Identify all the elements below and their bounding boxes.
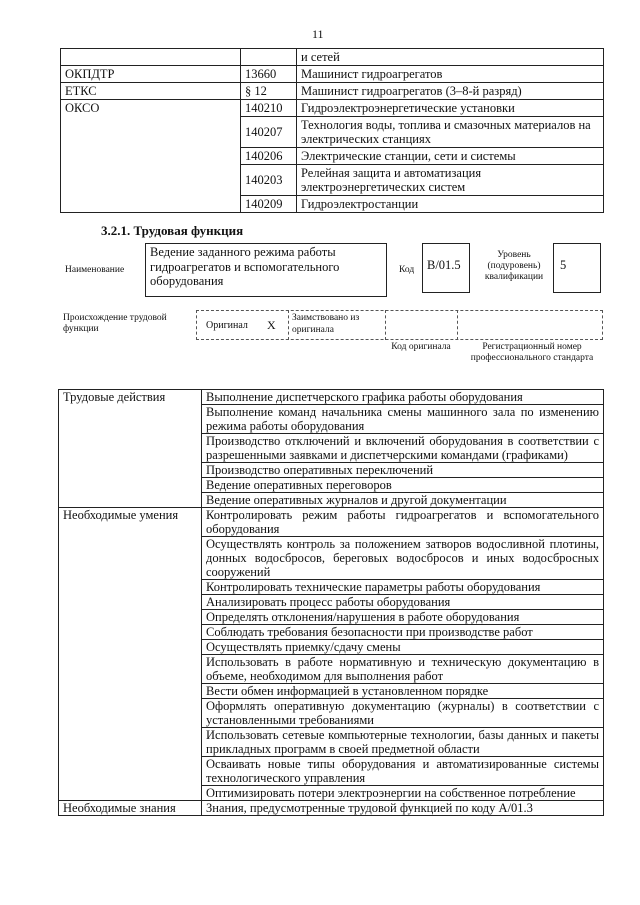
table-cell: Гидроэлектростанции [297, 196, 604, 213]
reg-caption: Регистрационный номер профессионального стандарта [470, 342, 594, 363]
origin-box [196, 310, 603, 340]
table-cell: ОКПДТР [61, 66, 241, 83]
table-cell: ОКСО [61, 100, 241, 213]
level-label: Уровень (подуровень) квалификации [484, 250, 544, 282]
group-label: Необходимые знания [59, 801, 202, 816]
table-cell: 140207 [241, 117, 297, 148]
origin-divider [288, 310, 289, 340]
table-cell: 13660 [241, 66, 297, 83]
original-label: Оригинал [206, 320, 248, 331]
table-row [61, 83, 604, 100]
origin-divider [457, 310, 458, 340]
table-row [61, 100, 604, 117]
function-table [58, 389, 604, 816]
group-label: Трудовые действия [59, 390, 202, 508]
original-mark: X [267, 318, 276, 332]
table-cell: ЕТКС [61, 83, 241, 100]
table-cell: Оформлять оперативную документацию (журналы) в соответствии с установленными требованиями [202, 699, 604, 728]
code-value: В/01.5 [422, 243, 470, 293]
table-cell: Релейная защита и автоматизация электроэнергетических систем [297, 165, 604, 196]
table-row [59, 801, 604, 816]
table-row [59, 390, 604, 405]
name-label: Наименование [65, 265, 125, 275]
table-cell: Анализировать процесс работы оборудования [202, 595, 604, 610]
table-cell: Технология воды, топлива и смазочных материалов на электрических станциях [297, 117, 604, 148]
table-row [61, 66, 604, 83]
table-cell: Контролировать режим работы гидроагрегатов и вспомогательного оборудования [202, 508, 604, 537]
table-cell: Осваивать новые типы оборудования и автоматизированные системы технологического управления [202, 757, 604, 786]
page-number: 11 [312, 27, 324, 41]
table-cell: 140209 [241, 196, 297, 213]
table-cell: § 12 [241, 83, 297, 100]
table-cell: 140206 [241, 148, 297, 165]
table-cell: Осуществлять приемку/сдачу смены [202, 640, 604, 655]
table-cell: Использовать сетевые компьютерные технологии, базы данных и пакеты прикладных программ в своей предметной области [202, 728, 604, 757]
table-row [59, 508, 604, 537]
table-cell: 140210 [241, 100, 297, 117]
table-cell: Выполнение диспетчерского графика работы оборудования [202, 390, 604, 405]
origin-label: Происхождение трудовой функции [63, 313, 167, 334]
table-row [61, 49, 604, 66]
table-cell: Использовать в работе нормативную и техническую документацию в объеме, необходимом для выполнения работ [202, 655, 604, 684]
table-cell: Гидроэлектроэнергетические установки [297, 100, 604, 117]
table-cell: Ведение оперативных переговоров [202, 478, 604, 493]
table-cell: Знания, предусмотренные трудовой функцией по коду А/01.3 [202, 801, 604, 816]
table-cell: Определять отклонения/нарушения в работе оборудования [202, 610, 604, 625]
table-cell: Производство оперативных переключений [202, 463, 604, 478]
name-value: Ведение заданного режима работы гидроагрегатов и вспомогательного оборудования [145, 243, 387, 297]
table-cell: Оптимизировать потери электроэнергии на собственное потребление [202, 786, 604, 801]
table-cell: Осуществлять контроль за положением затворов водосливной плотины, донных водосбросов, береговых водосбросов и иных водосбросных сооружений [202, 537, 604, 580]
table-cell: и сетей [297, 49, 604, 66]
code-label: Код [399, 265, 415, 275]
table-cell: Контролировать технические параметры работы оборудования [202, 580, 604, 595]
table-cell: Выполнение команд начальника смены машинного зала по изменению режима работы оборудования [202, 405, 604, 434]
table-cell: Соблюдать требования безопасности при производстве работ [202, 625, 604, 640]
table-cell: Производство отключений и включений оборудования в соответствии с разрешенными заявками и диспетчерскими командами (графиками) [202, 434, 604, 463]
code-caption: Код оригинала [391, 342, 451, 352]
codes-table [60, 48, 604, 213]
level-value: 5 [553, 243, 601, 293]
borrowed-label: Заимствовано из оригинала [292, 313, 360, 335]
section-title: 3.2.1. Трудовая функция [101, 223, 244, 238]
table-cell: Электрические станции, сети и системы [297, 148, 604, 165]
table-cell: 140203 [241, 165, 297, 196]
table-cell: Вести обмен информацией в установленном порядке [202, 684, 604, 699]
table-cell: Машинист гидроагрегатов [297, 66, 604, 83]
table-cell: Машинист гидроагрегатов (3–8-й разряд) [297, 83, 604, 100]
group-label: Необходимые умения [59, 508, 202, 801]
table-cell: Ведение оперативных журналов и другой документации [202, 493, 604, 508]
origin-divider [385, 310, 386, 340]
